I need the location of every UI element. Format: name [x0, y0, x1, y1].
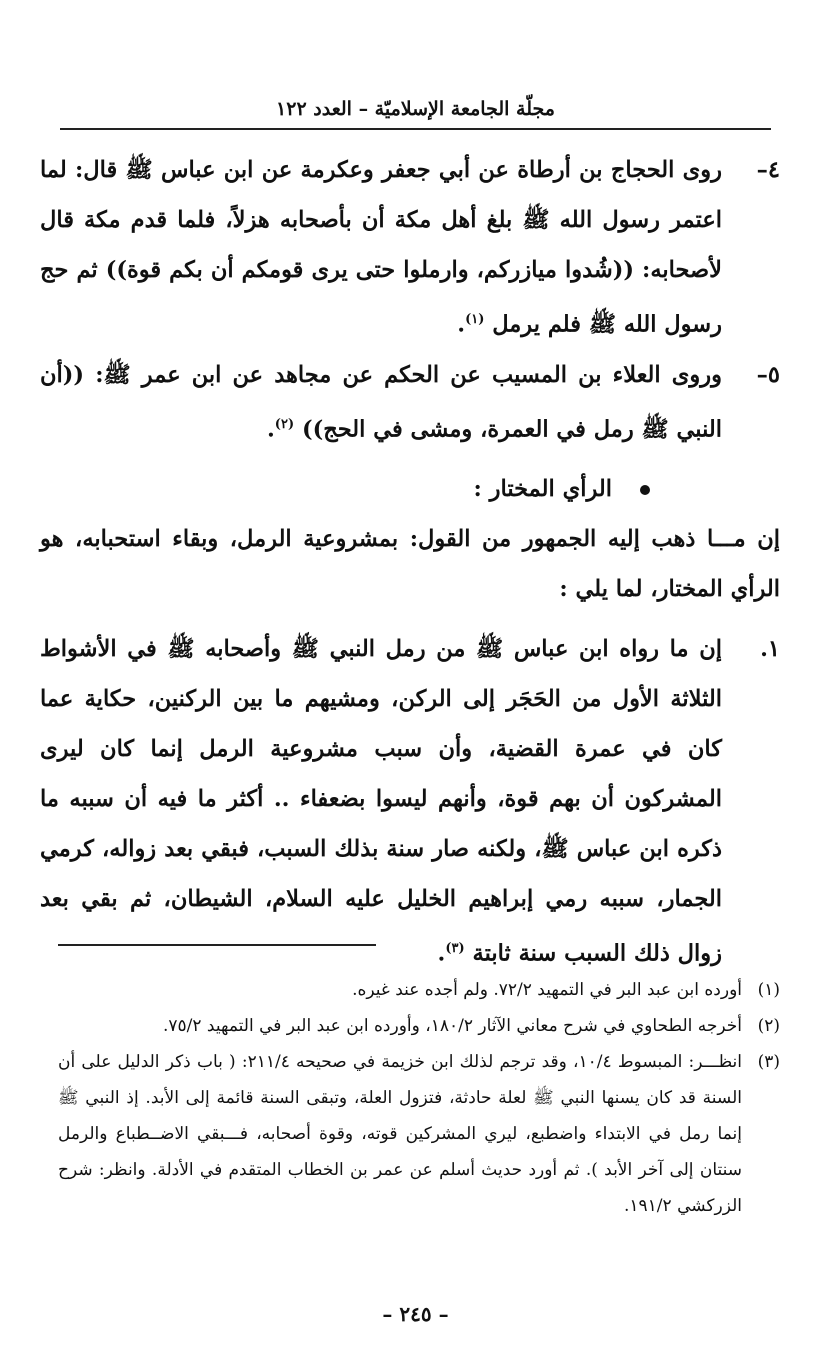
running-header: مجلّة الجامعة الإسلاميّة – العدد ١٢٢: [276, 98, 555, 120]
item-end: .: [457, 311, 466, 338]
item-text: وروى العلاء بن المسيب عن الحكم عن مجاهد عن ابن عمر ﷺ: ((أن النبي ﷺ رمل في العمرة، ومشى في الحج)): [40, 361, 722, 442]
footnote-2: [58, 1008, 780, 1044]
item-number: ٤–: [756, 157, 780, 183]
footnote-ref: (٢): [274, 416, 295, 432]
item-text: إن ما رواه ابن عباس ﷺ من رمل النبي ﷺ وأصحابه ﷺ في الأشواط الثلاثة الأول من الحَجَر إلى الركن، ومشيهم ما بين الركنين، حكاية عما كان في عمرة القضية، وأن سبب مشروعية الرمل إنما كان ليرى المشركون أن بهم قوة، وأنهم ليسوا بضعفاء .. أكثر ما فيه أن سببه ما ذكره ابن عباس ﷺ، ولكنه صار سنة بذلك السبب، فبقي بعد زواله، كرمي الجمار، سببه رمي إبراهيم الخليل عليه السلام، الشيطان، ثم بقي بعد زوال ذلك السبب سنة ثابتة: [40, 636, 722, 967]
item-number: ٥–: [756, 361, 780, 388]
footnote-text: انظـــر: المبسوط ١٠/٤، وقد ترجم لذلك ابن خزيمة في صحيحه ٢١١/٤: ( باب ذكر الدليل على أن السنة قد كان يسنها النبي ﷺ لعلة حادثة، فتزول العلة، وتبقى السنة قائمة إلى الأبد. إذ النبي ﷺ إنما رمل في الابتداء واضطبع، ليري المشركين قوته، وقوة أصحابه، فـــبقي الاضــطباع والرمل سنتان إلى آخر الأبد ). ثم أورد حديث أسلم عن عمر بن الخطاب المتقدم في الأدلة. وانظر: شرح الزركشي ١٩١/٢.: [58, 1052, 742, 1216]
footnote-text: أورده ابن عبد البر في التمهيد ٧٢/٢. ولم أجده عند غيره.: [352, 980, 742, 1000]
footnote-1: [58, 972, 780, 1008]
footnote-number: (١): [757, 980, 780, 1000]
page-number: – ٢٤٥ –: [382, 1302, 449, 1326]
item-end: .: [266, 416, 275, 442]
footnote-number: (٣): [757, 1052, 780, 1072]
numbered-item-5: [40, 350, 780, 455]
section-heading: [40, 464, 780, 514]
footnote-3: [58, 1044, 780, 1224]
item-end: .: [437, 940, 446, 967]
bullet-icon: [640, 485, 650, 495]
footnote-ref: (١): [465, 312, 485, 327]
header-divider: [60, 128, 771, 130]
item-text: روى الحجاج بن أرطاة عن أبي جعفر وعكرمة عن ابن عباس ﷺ قال: لما اعتمر رسول الله ﷺ بلغ أهل مكة أن بأصحابه هزلاً، فلما قدم مكة قال لأصحابه: ((شُدوا ميازركم، وارملوا حتى يرى قومكم أن بكم قوة)) ثم حج رسول الله ﷺ فلم يرمل: [40, 157, 722, 338]
footnote-text: أخرجه الطحاوي في شرح معاني الآثار ١٨٠/٢، وأورده ابن عبد البر في التمهيد ٧٥/٢.: [163, 1016, 742, 1036]
numbered-item-4: [40, 145, 780, 350]
heading-text: الرأي المختار :: [473, 476, 612, 502]
footnotes: [58, 972, 780, 1224]
footnote-divider: [58, 944, 376, 946]
main-body: [40, 145, 780, 979]
footnote-ref: (٣): [445, 941, 465, 956]
item-number: ١.: [760, 636, 780, 662]
numbered-point-1: [40, 624, 780, 979]
footnote-number: (٢): [757, 1016, 780, 1036]
intro-paragraph: إن مـــا ذهب إليه الجمهور من القول: بمشروعية الرمل، وبقاء استحبابه، هو الرأي المختار، لما يلي :: [40, 526, 780, 602]
